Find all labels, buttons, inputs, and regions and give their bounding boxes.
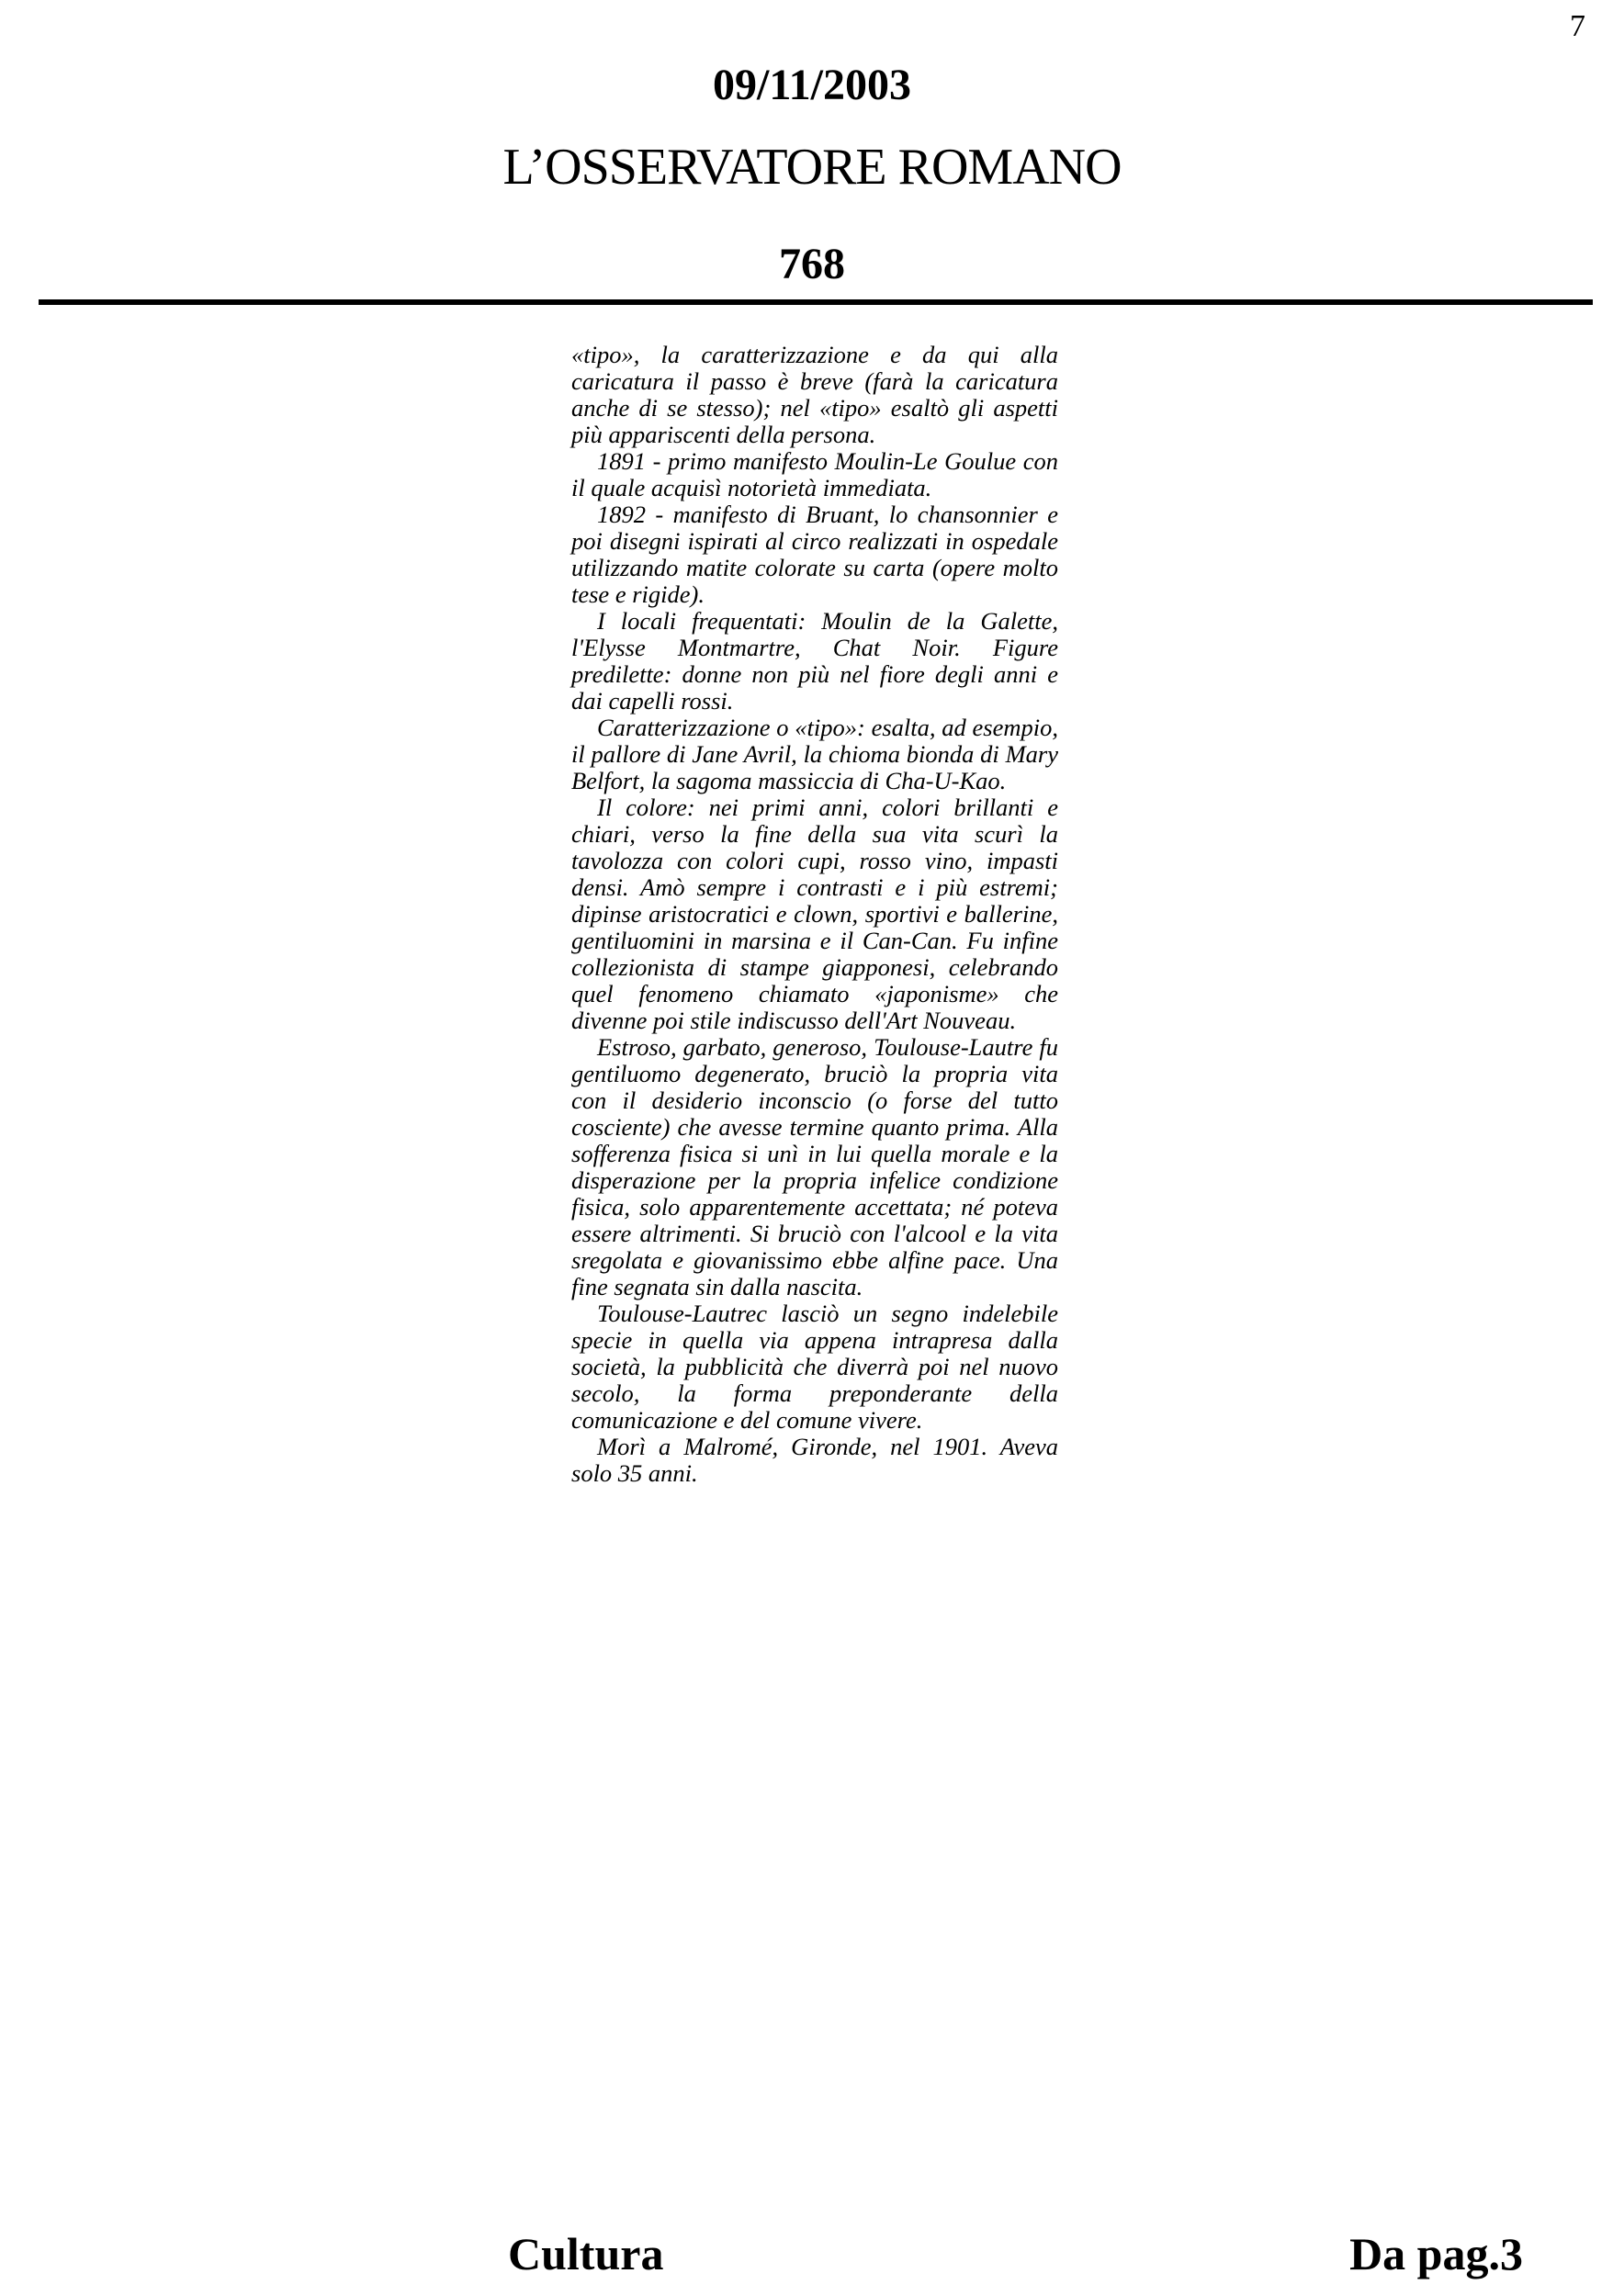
article-body	[571, 342, 1058, 1487]
article-paragraph: I locali frequentati: Moulin de la Galette, l'Elysse Montmartre, Chat Noir. Figure predilette: donne non più nel fiore degli anni e dai capelli rossi.	[571, 607, 1058, 715]
page-number: 7	[1570, 9, 1585, 43]
continued-from-label: Da pag.3	[1349, 2228, 1523, 2279]
newspaper-masthead: L’OSSERVATORE ROMANO	[502, 139, 1122, 196]
article-paragraph: Il colore: nei primi anni, colori brillanti e chiari, verso la fine della sua vita scurì la tavolozza con colori cupi, rosso vino, impasti densi. Amò sempre i contrasti e i più estremi; dipinse aristocratici e clown, sportivi e ballerine, gentiluomini in marsina e il Can-Can. Fu infine collezionista di stampe giapponesi, celebrando quel fenomeno chiamato «japonisme» che divenne poi stile indiscusso dell'Art Nouveau.	[571, 793, 1058, 1034]
issue-number: 768	[779, 240, 845, 288]
article-paragraph: Toulouse-Lautrec lasciò un segno indelebile specie in quella via appena intrapresa dalla società, la pubblicità che diverrà poi nel nuovo secolo, la forma preponderante della comunicazione e del comune vivere.	[571, 1300, 1058, 1434]
article-paragraph: «tipo», la caratterizzazione e da qui alla caricatura il passo è breve (farà la caricatura anche di se stesso); nel «tipo» esaltò gli aspetti più appariscenti della persona.	[571, 341, 1058, 448]
article-paragraph: Estroso, garbato, generoso, Toulouse-Lautre fu gentiluomo degenerato, bruciò la propria vita con il desiderio inconscio (o forse del tutto cosciente) che avesse termine quanto prima. Alla sofferenza fisica si unì in lui quella morale e la disperazione per la propria infelice condizione fisica, solo apparentemente accettata; né poteva essere altrimenti. Si bruciò con l'alcool e la vita sregolata e giovanissimo ebbe alfine pace. Una fine segnata sin dalla nascita.	[571, 1033, 1058, 1300]
publication-date: 09/11/2003	[712, 61, 912, 109]
article-paragraph: Morì a Malromé, Gironde, nel 1901. Aveva solo 35 anni.	[571, 1433, 1058, 1487]
article-paragraph: 1891 - primo manifesto Moulin-Le Goulue con il quale acquisì notorietà immediata.	[571, 447, 1058, 501]
article-paragraph: 1892 - manifesto di Bruant, lo chansonnier e poi disegni ispirati al circo realizzati in ospedale utilizzando matite colorate su carta (opere molto tese e rigide).	[571, 501, 1058, 608]
section-label: Cultura	[508, 2228, 664, 2279]
header-rule	[39, 299, 1593, 305]
article-paragraph: Caratterizzazione o «tipo»: esalta, ad esempio, il pallore di Jane Avril, la chioma bionda di Mary Belfort, la sagoma massiccia di Cha-U-Kao.	[571, 714, 1058, 794]
